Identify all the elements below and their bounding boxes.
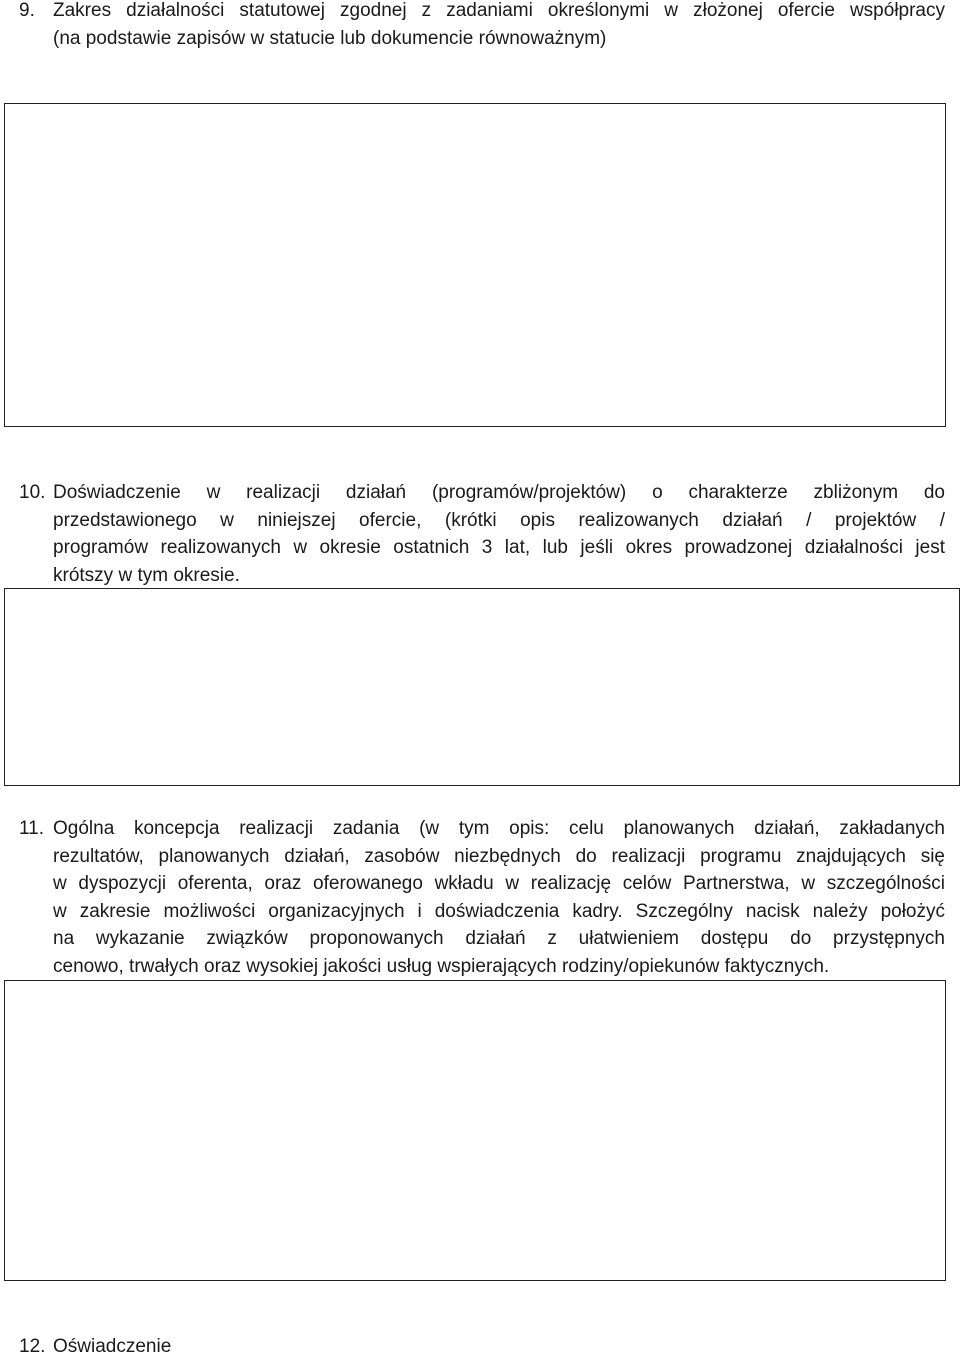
section-9-line-2: (na podstawie zapisów w statucie lub dokumencie równoważnym) [53,27,607,49]
section-11-answer-box[interactable] [4,980,946,1281]
section-9-line-1: Zakres działalności statutowej zgodnej z zadaniami określonymi w złożonej ofercie współpracy [53,0,945,21]
section-11-line-6: cenowo, trwałych oraz wysokiej jakości usług wspierających rodziny/opiekunów faktycznych. [53,955,830,977]
section-9-text [53,0,945,52]
section-12-line-1: Oświadczenie [53,1336,172,1357]
section-9-answer-box[interactable] [4,103,946,427]
section-10-answer-box[interactable] [4,588,960,786]
section-9-number: 9. [19,0,35,21]
section-11-line-4: w zakresie możliwości organizacyjnych i doświadczenia kadry. Szczególny nacisk należy położyć [53,900,945,922]
section-10-line-3: programów realizowanych w okresie ostatnich 3 lat, lub jeśli okres prowadzonej działalności jest [53,537,945,558]
section-10-line-4: krótszy w tym okresie. [53,564,240,586]
section-11-line-3: w dyspozycji oferenta, oraz oferowanego wkładu w realizację celów Partnerstwa, w szczególności [53,873,945,894]
section-11-text [53,815,945,980]
section-11-number: 11. [19,818,45,839]
section-10-line-2: przedstawionego w niniejszej ofercie, (krótki opis realizowanych działań / projektów / [53,509,945,531]
section-11-line-5: na wykazanie związków proponowanych działań z ułatwieniem dostępu do przystępnych [53,928,945,949]
section-11-line-2: rezultatów, planowanych działań, zasobów niezbędnych do realizacji programu znajdujących się [53,845,945,867]
section-10-line-1: Doświadczenie w realizacji działań (programów/projektów) o charakterze zbliżonym do [53,482,945,503]
section-10-number: 10. [19,482,46,503]
section-11-line-1: Ogólna koncepcja realizacji zadania (w tym opis: celu planowanych działań, zakładanych [53,818,945,839]
section-10-text [53,479,945,589]
section-12-text [53,1333,945,1361]
section-12-number: 12. [19,1336,46,1357]
